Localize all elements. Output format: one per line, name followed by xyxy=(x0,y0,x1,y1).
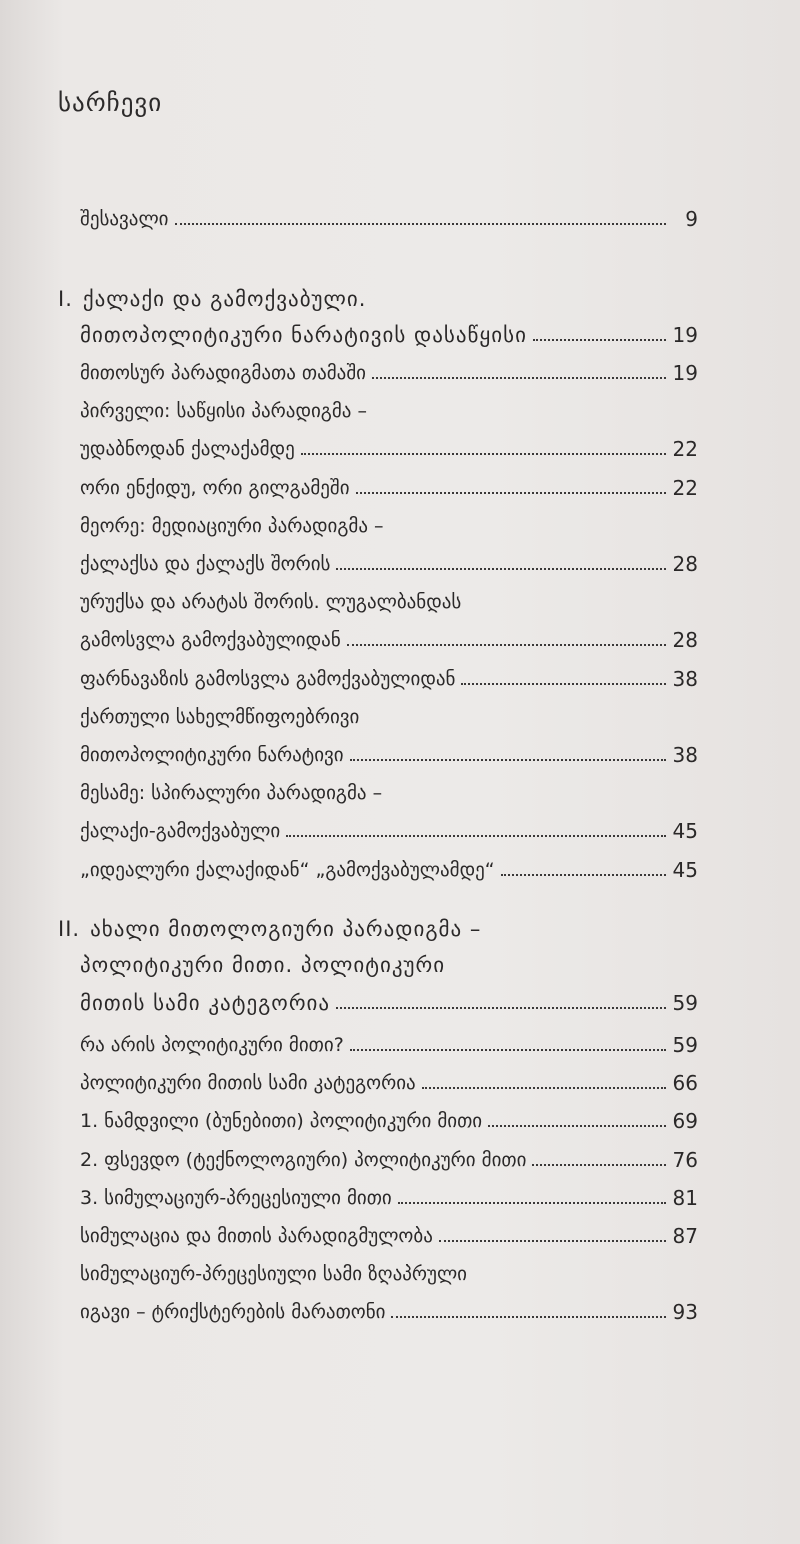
entry-title: „იდეალური ქალაქიდან“ „გამოქვაბულამდე“ xyxy=(80,858,495,881)
page-number: 22 xyxy=(672,475,698,500)
entry-title: 1. ნამდვილი (ბუნებითი) პოლიტიკური მითი xyxy=(80,1110,483,1133)
toc-entry[interactable] xyxy=(80,1060,698,1096)
dot-leader xyxy=(533,339,666,341)
toc-entry[interactable] xyxy=(80,808,698,844)
toc-entry[interactable] xyxy=(80,1137,698,1173)
chapter-1-heading[interactable] xyxy=(58,276,698,312)
page-number: 59 xyxy=(672,991,698,1015)
page-number: 38 xyxy=(672,666,698,691)
page-number: 81 xyxy=(672,1185,698,1210)
chapter-1-heading-line2[interactable] xyxy=(80,312,698,348)
entry-title: სიმულაცია და მითის პარადიგმულობა xyxy=(80,1225,433,1247)
chapter-number: I. xyxy=(58,287,73,311)
toc-entry[interactable] xyxy=(80,579,698,615)
dot-leader xyxy=(350,1049,666,1051)
entry-title: პირველი: საწყისი პარადიგმა – xyxy=(80,400,367,423)
dot-leader xyxy=(422,1087,666,1089)
entry-title: ქალაქი-გამოქვაბული xyxy=(80,820,281,843)
chapter-2-heading-line3[interactable] xyxy=(80,980,698,1016)
toc-entry[interactable] xyxy=(80,770,698,806)
entry-title: შესავალი xyxy=(80,208,169,230)
toc-entry[interactable] xyxy=(80,426,698,462)
dot-leader xyxy=(372,377,666,379)
entry-title: ქალაქსა და ქალაქს შორის xyxy=(80,553,331,575)
chapter-title-line1: ახალი მითოლოგიური პარადიგმა – xyxy=(90,917,482,941)
page-number: 45 xyxy=(672,857,698,882)
toc-entry[interactable] xyxy=(80,1251,698,1287)
chapter-title-line1: ქალაქი და გამოქვაბული. xyxy=(82,287,367,311)
page-title: სარჩევი xyxy=(58,88,163,117)
dot-leader xyxy=(301,453,666,455)
toc-entry[interactable] xyxy=(80,847,698,883)
entry-title: ქართული სახელმწიფოებრივი xyxy=(80,705,360,728)
entry-title: 3. სიმულაციურ-პრეცესიული მითი xyxy=(80,1186,392,1209)
page-number: 38 xyxy=(672,743,698,767)
entry-title: მეორე: მედიაციური პარადიგმა – xyxy=(80,514,384,537)
toc-entry[interactable] xyxy=(80,541,698,577)
entry-title: სიმულაციურ-პრეცესიული სამი ზღაპრული xyxy=(80,1263,468,1286)
toc-entry[interactable] xyxy=(80,1022,698,1058)
dot-leader xyxy=(391,1316,666,1318)
entry-title: 2. ფსევდო (ტექნოლოგიური) პოლიტიკური მითი xyxy=(80,1148,527,1171)
dot-leader xyxy=(461,683,666,685)
toc-entry[interactable] xyxy=(80,1289,698,1325)
chapter-2-heading-line2[interactable] xyxy=(80,942,698,978)
entry-title: მითოსურ პარადიგმათა თამაში xyxy=(80,362,366,384)
page-number: 45 xyxy=(672,819,698,844)
dot-leader xyxy=(286,835,666,837)
page-number: 28 xyxy=(672,552,698,576)
dot-leader xyxy=(488,1125,666,1127)
dot-leader xyxy=(350,759,666,761)
entry-title: რა არის პოლიტიკური მითი? xyxy=(80,1034,344,1056)
page-number: 87 xyxy=(672,1224,698,1248)
page-number: 9 xyxy=(685,207,698,231)
chapter-2-heading[interactable] xyxy=(58,906,698,942)
toc-entry-intro[interactable] xyxy=(80,196,698,232)
chapter-number: II. xyxy=(58,917,81,941)
toc-entry[interactable] xyxy=(80,732,698,768)
entry-title: მესამე: სპირალური პარადიგმა – xyxy=(80,782,383,805)
dot-leader xyxy=(336,1007,666,1009)
entry-title: მითოპოლიტიკური ნარატივი xyxy=(80,744,344,766)
page-number: 59 xyxy=(672,1033,698,1057)
entry-title: უდაბნოდან ქალაქამდე xyxy=(80,438,295,461)
toc-entry[interactable] xyxy=(80,694,698,730)
page-number: 19 xyxy=(672,323,698,347)
chapter-title-line2: მითოპოლიტიკური ნარატივის დასაწყისი xyxy=(80,323,527,347)
page-number: 93 xyxy=(672,1300,698,1325)
toc-entry[interactable] xyxy=(80,465,698,501)
page-number: 28 xyxy=(672,628,698,653)
entry-title: პოლიტიკური მითის სამი კატეგორია xyxy=(80,1072,416,1095)
entry-title: იგავი – ტრიქსტერების მარათონი xyxy=(80,1301,386,1324)
dot-leader xyxy=(439,1240,666,1242)
dot-leader xyxy=(356,492,666,494)
dot-leader xyxy=(398,1202,666,1204)
entry-title: ფარნავაზის გამოსვლა გამოქვაბულიდან xyxy=(80,667,456,690)
dot-leader xyxy=(175,223,666,225)
dot-leader xyxy=(347,644,666,646)
dot-leader xyxy=(532,1164,666,1166)
entry-title: ურუქსა და არატას შორის. ლუგალბანდას xyxy=(80,591,462,614)
toc-entry[interactable] xyxy=(80,503,698,539)
toc-entry[interactable] xyxy=(80,656,698,692)
toc-entry[interactable] xyxy=(80,617,698,653)
toc-entry[interactable] xyxy=(80,1098,698,1134)
toc-entry[interactable] xyxy=(80,350,698,386)
toc-entry[interactable] xyxy=(80,388,698,424)
toc-entry[interactable] xyxy=(80,1175,698,1211)
page-number: 19 xyxy=(672,361,698,385)
page-number: 66 xyxy=(672,1071,698,1096)
toc-entry[interactable] xyxy=(80,1213,698,1249)
page-number: 69 xyxy=(672,1109,698,1134)
dot-leader xyxy=(501,874,666,876)
page-number: 22 xyxy=(672,437,698,462)
dot-leader xyxy=(336,568,666,570)
entry-title: ორი ენქიდუ, ორი გილგამეში xyxy=(80,476,350,499)
chapter-title-line3: მითის სამი კატეგორია xyxy=(80,991,331,1015)
page-number: 76 xyxy=(672,1147,698,1172)
entry-title: გამოსვლა გამოქვაბულიდან xyxy=(80,629,341,652)
chapter-title-line2: პოლიტიკური მითი. პოლიტიკური xyxy=(80,953,446,977)
